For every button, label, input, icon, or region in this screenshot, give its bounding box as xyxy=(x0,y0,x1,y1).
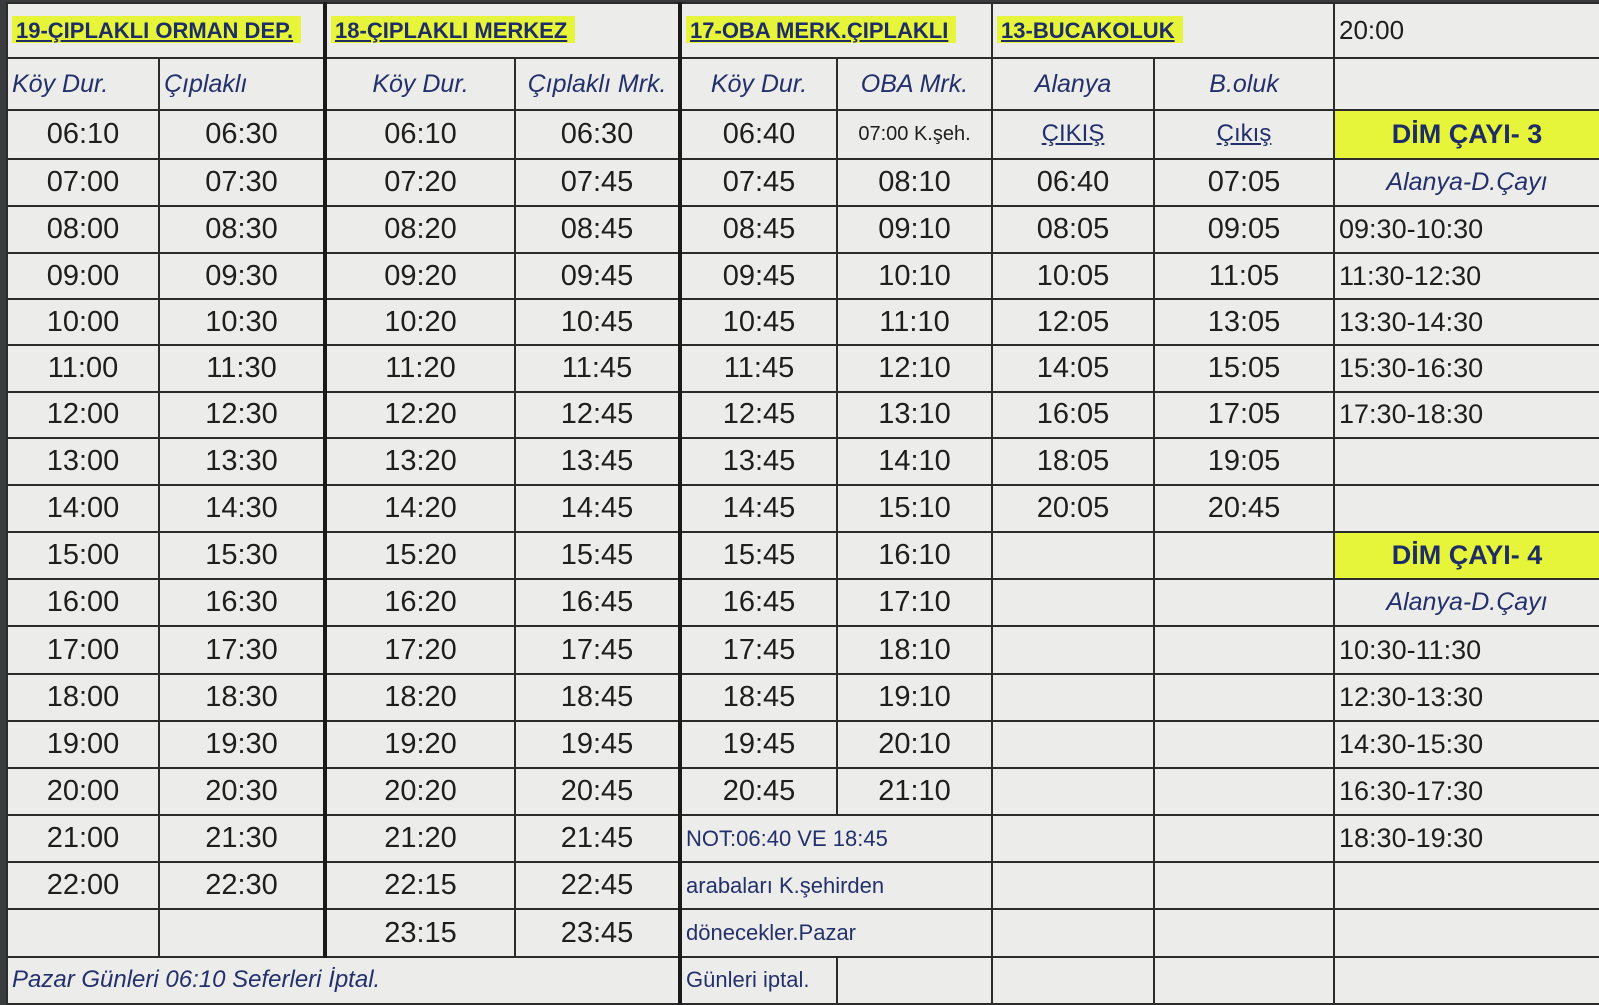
time-cell: 21:30 xyxy=(159,815,325,862)
time-cell: 21:20 xyxy=(325,815,515,862)
time-cell: 09:10 xyxy=(837,206,992,253)
route-18-title xyxy=(325,3,680,58)
time-cell: 20:10 xyxy=(837,721,992,768)
time-cell: 12:00 xyxy=(7,392,159,438)
time-cell: 07:05 xyxy=(1154,159,1334,206)
time-cell: 09:30 xyxy=(159,253,325,299)
time-cell: 14:30 xyxy=(159,485,325,532)
empty-cell xyxy=(1154,721,1334,768)
time-cell: 13:45 xyxy=(680,438,837,485)
table-row xyxy=(7,721,1599,768)
table-row xyxy=(7,299,1599,345)
time-cell: 11:05 xyxy=(1154,253,1334,299)
empty-cell xyxy=(992,674,1154,721)
time-cell: 06:40 xyxy=(680,110,837,159)
time-cell: 22:00 xyxy=(7,862,159,909)
timetable-sheet xyxy=(6,2,1599,1005)
time-cell: 15:20 xyxy=(325,532,515,579)
table-row xyxy=(7,485,1599,532)
time-cell: 07:45 xyxy=(680,159,837,206)
time-cell: 17:10 xyxy=(837,579,992,626)
col-header: Köy Dur. xyxy=(7,58,159,109)
time-cell: 16:45 xyxy=(680,579,837,626)
col-header: Alanya xyxy=(992,58,1154,109)
empty-cell xyxy=(992,532,1154,579)
empty-cell xyxy=(837,957,992,1004)
time-cell: 11:45 xyxy=(515,345,680,391)
time-cell: 10:30 xyxy=(159,299,325,345)
table-row xyxy=(7,862,1599,909)
route-13-title xyxy=(992,3,1334,58)
time-cell: 08:10 xyxy=(837,159,992,206)
time-cell: 10:10 xyxy=(837,253,992,299)
time-cell: 22:45 xyxy=(515,862,680,909)
time-cell: 08:45 xyxy=(515,206,680,253)
time-cell: 18:45 xyxy=(680,674,837,721)
empty-cell xyxy=(1154,579,1334,626)
time-cell: 14:20 xyxy=(325,485,515,532)
note-line: arabaları K.şehirden xyxy=(680,862,992,909)
time-cell: 20:45 xyxy=(680,768,837,815)
time-range: 14:30-15:30 xyxy=(1334,721,1599,768)
empty-cell xyxy=(1154,532,1334,579)
time-cell: 19:10 xyxy=(837,674,992,721)
time-cell: 07:45 xyxy=(515,159,680,206)
empty-cell xyxy=(992,721,1154,768)
time-cell: 12:05 xyxy=(992,299,1154,345)
table-row xyxy=(7,909,1599,956)
time-cell: 10:05 xyxy=(992,253,1154,299)
time-cell: 07:20 xyxy=(325,159,515,206)
time-range: 13:30-14:30 xyxy=(1334,299,1599,345)
col-header: Çıplaklı xyxy=(159,58,325,109)
empty-cell xyxy=(1334,862,1599,909)
empty-cell xyxy=(992,579,1154,626)
table-row xyxy=(7,957,1599,1004)
empty-cell xyxy=(992,768,1154,815)
time-cell: 21:45 xyxy=(515,815,680,862)
time-cell: 06:10 xyxy=(7,110,159,159)
table-row xyxy=(7,532,1599,579)
time-cell: 19:30 xyxy=(159,721,325,768)
dim-cayi-3-subtitle: Alanya-D.Çayı xyxy=(1334,159,1599,206)
empty-cell xyxy=(1154,909,1334,956)
time-cell: 18:45 xyxy=(515,674,680,721)
time-cell: 15:45 xyxy=(680,532,837,579)
table-row xyxy=(7,392,1599,438)
time-cell: 13:30 xyxy=(159,438,325,485)
time-cell: 10:45 xyxy=(515,299,680,345)
dim-cayi-4-title: DİM ÇAYI- 4 xyxy=(1334,532,1599,579)
time-cell: 14:10 xyxy=(837,438,992,485)
time-range: 15:30-16:30 xyxy=(1334,345,1599,391)
time-cell: 11:10 xyxy=(837,299,992,345)
table-row xyxy=(7,58,1599,109)
table-row xyxy=(7,110,1599,159)
empty-cell xyxy=(159,909,325,956)
time-cell: 12:10 xyxy=(837,345,992,391)
time-cell: 12:30 xyxy=(159,392,325,438)
time-cell: 08:45 xyxy=(680,206,837,253)
time-cell: 06:30 xyxy=(159,110,325,159)
time-cell: 08:05 xyxy=(992,206,1154,253)
col-header: Köy Dur. xyxy=(680,58,837,109)
time-cell: 15:30 xyxy=(159,532,325,579)
time-cell: 18:10 xyxy=(837,626,992,673)
empty-cell xyxy=(1154,768,1334,815)
time-cell: 12:20 xyxy=(325,392,515,438)
time-cell: 18:05 xyxy=(992,438,1154,485)
time-cell: 19:45 xyxy=(515,721,680,768)
time-cell: 20:30 xyxy=(159,768,325,815)
time-cell: 21:00 xyxy=(7,815,159,862)
time-cell: 20:05 xyxy=(992,485,1154,532)
time-cell: 12:45 xyxy=(515,392,680,438)
timetable-body xyxy=(7,3,1599,1004)
empty-cell xyxy=(992,909,1154,956)
empty-cell xyxy=(7,909,159,956)
time-cell: 22:15 xyxy=(325,862,515,909)
time-cell: 09:45 xyxy=(680,253,837,299)
time-cell: 13:20 xyxy=(325,438,515,485)
time-cell: 13:10 xyxy=(837,392,992,438)
note-line: NOT:06:40 VE 18:45 xyxy=(680,815,992,862)
time-cell: 19:00 xyxy=(7,721,159,768)
time-cell: 17:05 xyxy=(1154,392,1334,438)
time-cell: 23:15 xyxy=(325,909,515,956)
time-cell: 19:05 xyxy=(1154,438,1334,485)
time-cell: 10:00 xyxy=(7,299,159,345)
time-cell: 08:30 xyxy=(159,206,325,253)
time-cell: 15:10 xyxy=(837,485,992,532)
time-cell: 19:45 xyxy=(680,721,837,768)
time-cell: 11:30 xyxy=(159,345,325,391)
time-cell: 16:30 xyxy=(159,579,325,626)
route-highlight: 19-ÇIPLAKLI ORMAN DEP. xyxy=(12,16,301,43)
dim-cayi-3-title: DİM ÇAYI- 3 xyxy=(1334,110,1599,159)
time-cell: 22:30 xyxy=(159,862,325,909)
time-cell: 08:20 xyxy=(325,206,515,253)
time-cell: 17:45 xyxy=(680,626,837,673)
table-row xyxy=(7,815,1599,862)
time-range: 10:30-11:30 xyxy=(1334,626,1599,673)
table-row xyxy=(7,345,1599,391)
time-cell: 16:20 xyxy=(325,579,515,626)
table-row xyxy=(7,768,1599,815)
time-cell: 15:00 xyxy=(7,532,159,579)
time-cell: 14:45 xyxy=(515,485,680,532)
time-cell: 09:20 xyxy=(325,253,515,299)
col-header: B.oluk xyxy=(1154,58,1334,109)
time-range: 17:30-18:30 xyxy=(1334,392,1599,438)
top-right-time: 20:00 xyxy=(1334,3,1599,58)
time-cell: 07:30 xyxy=(159,159,325,206)
route-highlight: 13-BUCAKOLUK xyxy=(997,16,1183,43)
time-cell: 06:40 xyxy=(992,159,1154,206)
time-cell: 11:20 xyxy=(325,345,515,391)
table-row xyxy=(7,626,1599,673)
empty-cell xyxy=(1334,485,1599,532)
time-cell: 11:00 xyxy=(7,345,159,391)
bus-timetable xyxy=(6,2,1599,1005)
time-cell: 15:45 xyxy=(515,532,680,579)
time-cell: 17:45 xyxy=(515,626,680,673)
empty-cell xyxy=(1334,438,1599,485)
time-cell: 18:00 xyxy=(7,674,159,721)
route-19-title xyxy=(7,3,325,58)
footer-note: Pazar Günleri 06:10 Seferleri İptal. xyxy=(7,957,680,1004)
route-highlight: 17-OBA MERK.ÇIPLAKLI xyxy=(686,16,956,43)
time-cell: 09:00 xyxy=(7,253,159,299)
time-cell: 07:00 xyxy=(7,159,159,206)
time-cell: 17:20 xyxy=(325,626,515,673)
time-cell: 18:30 xyxy=(159,674,325,721)
time-cell: 07:00 K.şeh. xyxy=(837,110,992,159)
time-cell: 14:00 xyxy=(7,485,159,532)
time-cell: 13:00 xyxy=(7,438,159,485)
time-range: 12:30-13:30 xyxy=(1334,674,1599,721)
time-cell: 13:45 xyxy=(515,438,680,485)
time-range: 09:30-10:30 xyxy=(1334,206,1599,253)
time-cell: 20:45 xyxy=(1154,485,1334,532)
note-line: Günleri iptal. xyxy=(680,957,837,1004)
table-row xyxy=(7,159,1599,206)
empty-cell xyxy=(1154,815,1334,862)
empty-cell xyxy=(992,626,1154,673)
time-cell: 20:45 xyxy=(515,768,680,815)
col-header: OBA Mrk. xyxy=(837,58,992,109)
empty-cell xyxy=(992,815,1154,862)
time-cell: 20:20 xyxy=(325,768,515,815)
time-cell: 14:45 xyxy=(680,485,837,532)
route-highlight: 18-ÇIPLAKLI MERKEZ xyxy=(331,16,575,43)
empty-cell xyxy=(992,957,1154,1004)
table-row xyxy=(7,253,1599,299)
empty-cell xyxy=(1154,626,1334,673)
time-cell: 16:05 xyxy=(992,392,1154,438)
table-row xyxy=(7,438,1599,485)
time-cell: 06:30 xyxy=(515,110,680,159)
time-cell: 18:20 xyxy=(325,674,515,721)
time-cell: 15:05 xyxy=(1154,345,1334,391)
route-17-title xyxy=(680,3,992,58)
col-subheader: ÇIKIŞ xyxy=(992,110,1154,159)
time-cell: 09:45 xyxy=(515,253,680,299)
col-header: Köy Dur. xyxy=(325,58,515,109)
table-row xyxy=(7,579,1599,626)
empty-cell xyxy=(992,862,1154,909)
time-cell: 09:05 xyxy=(1154,206,1334,253)
time-cell: 16:45 xyxy=(515,579,680,626)
time-range: 18:30-19:30 xyxy=(1334,815,1599,862)
time-cell: 08:00 xyxy=(7,206,159,253)
empty-cell xyxy=(1334,58,1599,109)
time-cell: 13:05 xyxy=(1154,299,1334,345)
time-cell: 17:00 xyxy=(7,626,159,673)
time-cell: 17:30 xyxy=(159,626,325,673)
col-header: Çıplaklı Mrk. xyxy=(515,58,680,109)
note-line: dönecekler.Pazar xyxy=(680,909,992,956)
time-cell: 21:10 xyxy=(837,768,992,815)
time-cell: 16:10 xyxy=(837,532,992,579)
col-subheader: Çıkış xyxy=(1154,110,1334,159)
time-cell: 10:45 xyxy=(680,299,837,345)
time-cell: 16:00 xyxy=(7,579,159,626)
time-cell: 19:20 xyxy=(325,721,515,768)
table-row xyxy=(7,206,1599,253)
time-cell: 14:05 xyxy=(992,345,1154,391)
time-cell: 20:00 xyxy=(7,768,159,815)
time-cell: 06:10 xyxy=(325,110,515,159)
time-cell: 12:45 xyxy=(680,392,837,438)
empty-cell xyxy=(1154,862,1334,909)
time-cell: 10:20 xyxy=(325,299,515,345)
dim-cayi-4-subtitle: Alanya-D.Çayı xyxy=(1334,579,1599,626)
time-cell: 23:45 xyxy=(515,909,680,956)
empty-cell xyxy=(1334,909,1599,956)
time-range: 11:30-12:30 xyxy=(1334,253,1599,299)
empty-cell xyxy=(1154,674,1334,721)
time-range: 16:30-17:30 xyxy=(1334,768,1599,815)
table-row xyxy=(7,3,1599,58)
table-row xyxy=(7,674,1599,721)
time-cell: 11:45 xyxy=(680,345,837,391)
empty-cell xyxy=(1334,957,1599,1004)
empty-cell xyxy=(1154,957,1334,1004)
